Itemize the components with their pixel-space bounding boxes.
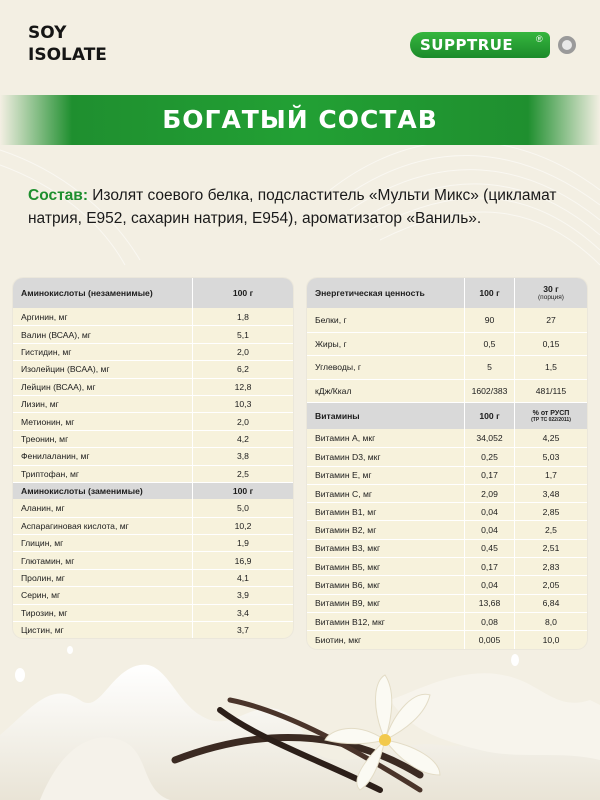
row-value-100g: 0,25 [465, 448, 515, 465]
row-label: Глицин, мг [13, 535, 193, 551]
row-value-100g: 2,09 [465, 485, 515, 502]
product-name [28, 22, 107, 66]
row-value: 4,2 [237, 433, 249, 444]
supptrue-logo [410, 32, 576, 62]
row-value: 1,8 [237, 311, 249, 322]
row-value-secondary: 481/115 [535, 385, 567, 396]
row-label: Витамин В9, мкг [307, 595, 465, 612]
table-row [307, 502, 587, 520]
row-label: Триптофан, мг [13, 466, 193, 482]
row-value: 6,2 [237, 364, 249, 375]
row-value-secondary: 10,0 [542, 634, 560, 645]
banner-title: БОГАТЫЙ СОСТАВ [162, 105, 438, 134]
row-value: 3,9 [237, 590, 249, 601]
row-value-100g: 0,17 [465, 558, 515, 575]
row-value: 5,0 [237, 502, 249, 513]
table-row [307, 355, 587, 379]
composition-label: Состав: [28, 187, 88, 204]
composition-body: Изолят соевого белка, подсластитель «Мульти Микс» (цикламат натрия, Е952, сахарин натрия, Е954), ароматизатор «Ваниль». [28, 187, 557, 227]
row-label: Лизин, мг [13, 396, 193, 412]
table-row [307, 484, 587, 502]
row-label: Аргинин, мг [13, 308, 193, 325]
logo-text: SUPPTRUE [420, 36, 514, 54]
table-row [13, 395, 293, 412]
table-row [13, 430, 293, 447]
row-label: Глютамин, мг [13, 552, 193, 568]
row-value-100g: 0,005 [465, 631, 515, 648]
row-label: Валин (ВСАА), мг [13, 326, 193, 342]
row-value-100g: 0,08 [465, 613, 515, 630]
row-label: Лейцин (ВСАА), мг [13, 379, 193, 395]
row-value: 5,1 [237, 329, 249, 340]
table-row [13, 551, 293, 568]
row-value: 10,3 [234, 399, 252, 410]
logo-registered-mark: ® [536, 34, 543, 44]
row-value-100g: 5 [465, 356, 515, 379]
vitamins-header: Витамины [307, 403, 465, 429]
row-value-secondary: 2,51 [542, 543, 560, 554]
table-row [13, 360, 293, 377]
row-label: Витамин В2, мг [307, 521, 465, 538]
product-name-line2: ISOLATE [28, 45, 107, 65]
row-value-secondary: 0,15 [542, 338, 560, 349]
row-label: Витамин В1, мг [307, 503, 465, 520]
table-row [307, 379, 587, 403]
row-value: 3,8 [237, 451, 249, 462]
table-row [13, 586, 293, 603]
row-value-secondary: 8,0 [545, 616, 557, 627]
row-label: Фенилаланин, мг [13, 448, 193, 464]
table-header-row [307, 402, 587, 429]
row-label: Витамин В5, мкг [307, 558, 465, 575]
rsp-header-sub: (ТР ТС 022/2011) [531, 416, 571, 423]
row-value: 12,8 [234, 381, 252, 392]
gear-icon [558, 36, 576, 54]
row-label: Серин, мг [13, 587, 193, 603]
row-label: Витамин В12, мкг [307, 613, 465, 630]
row-label: Жиры, г [307, 333, 465, 356]
row-value-100g: 13,68 [465, 595, 515, 612]
table-row [13, 378, 293, 395]
row-label: Углеводы, г [307, 356, 465, 379]
row-value: 4,1 [237, 573, 249, 584]
per100-header: 100 г [232, 288, 254, 298]
table-row [13, 412, 293, 429]
row-label: Пролин, мг [13, 570, 193, 586]
milk-splash-vanilla-illustration [0, 640, 600, 800]
row-value-100g: 0,04 [465, 521, 515, 538]
row-value: 2,0 [237, 416, 249, 427]
row-label: Витамин А, мкг [307, 429, 465, 447]
table-row [307, 429, 587, 447]
portion-header-weight: 30 г [543, 284, 559, 294]
table-row [307, 447, 587, 465]
table-row [307, 308, 587, 332]
row-label: Витамин Е, мг [307, 467, 465, 484]
row-value-secondary: 6,84 [542, 598, 560, 609]
row-value-100g: 0,04 [465, 576, 515, 593]
nutrition-table [307, 278, 587, 649]
row-value-secondary: 2,5 [545, 525, 557, 536]
row-value-100g: 34,052 [465, 429, 515, 447]
row-value-100g: 0,45 [465, 540, 515, 557]
table-row [13, 499, 293, 516]
per100-header: 100 г [465, 278, 515, 308]
row-value-100g: 0,5 [465, 333, 515, 356]
table-row [13, 465, 293, 482]
row-value-secondary: 27 [546, 314, 556, 325]
row-label: Метионин, мг [13, 413, 193, 429]
row-value-100g: 0,04 [465, 503, 515, 520]
row-label: Биотин, мкг [307, 631, 465, 648]
amino-acids-table [13, 278, 293, 638]
row-value: 10,2 [234, 520, 252, 531]
row-value: 2,5 [237, 468, 249, 479]
table-header-row [13, 482, 293, 499]
table-row [307, 520, 587, 538]
row-value-secondary: 2,83 [542, 561, 560, 572]
row-value-100g: 90 [465, 308, 515, 332]
row-value-secondary: 5,03 [542, 451, 560, 462]
table-row [13, 343, 293, 360]
per100-header: 100 г [232, 486, 254, 497]
table-row [13, 325, 293, 342]
table-row [307, 575, 587, 593]
row-label: Витамин В3, мкг [307, 540, 465, 557]
table-row [13, 604, 293, 621]
table-row [307, 612, 587, 630]
table-row [13, 517, 293, 534]
row-value-secondary: 2,05 [542, 580, 560, 591]
row-label: Белки, г [307, 308, 465, 332]
row-value: 2,0 [237, 346, 249, 357]
row-value: 16,9 [234, 555, 252, 566]
table-row [13, 569, 293, 586]
row-label: Аланин, мг [13, 499, 193, 516]
row-label: Гистидин, мг [13, 344, 193, 360]
title-banner [0, 95, 600, 145]
row-value-100g: 1602/383 [465, 380, 515, 403]
table-row [13, 447, 293, 464]
table-row [307, 557, 587, 575]
energy-header: Энергетическая ценность [307, 278, 465, 308]
row-label: кДж/Ккал [307, 380, 465, 403]
row-label: Тирозин, мг [13, 605, 193, 621]
row-label: Цистин, мг [13, 622, 193, 638]
nonessential-amino-header: Аминокислоты (заменимые) [13, 483, 193, 499]
row-label: Витамин D3, мкг [307, 448, 465, 465]
portion-header-sub: (порция) [538, 294, 564, 301]
row-value-secondary: 1,7 [545, 470, 557, 481]
row-value-secondary: 2,85 [542, 506, 560, 517]
table-row [13, 534, 293, 551]
table-header-row [307, 278, 587, 308]
table-header-row [13, 278, 293, 308]
rsp-header [515, 403, 587, 429]
table-row [13, 621, 293, 638]
rsp-header-title: % от РУСП [532, 409, 570, 417]
row-value: 1,9 [237, 538, 249, 549]
composition-text [28, 184, 578, 230]
table-row [307, 466, 587, 484]
row-value: 3,7 [237, 625, 249, 636]
essential-amino-header: Аминокислоты (незаменимые) [13, 278, 193, 308]
logo-pill [410, 32, 550, 58]
row-value: 3,4 [237, 607, 249, 618]
row-value-secondary: 1,5 [545, 362, 557, 373]
row-label: Витамин В6, мкг [307, 576, 465, 593]
portion-header [515, 278, 587, 308]
row-label: Треонин, мг [13, 431, 193, 447]
table-row [307, 594, 587, 612]
table-row [307, 332, 587, 356]
row-label: Аспарагиновая кислота, мг [13, 518, 193, 534]
row-label: Витамин С, мг [307, 485, 465, 502]
row-value-100g: 0,17 [465, 467, 515, 484]
row-value-secondary: 3,48 [542, 488, 560, 499]
table-row [13, 308, 293, 325]
table-row [307, 539, 587, 557]
row-value-secondary: 4,25 [542, 433, 560, 444]
product-name-line1: SOY [28, 23, 67, 43]
row-label: Изолейцин (ВСАА), мг [13, 361, 193, 377]
per100-header: 100 г [465, 403, 515, 429]
